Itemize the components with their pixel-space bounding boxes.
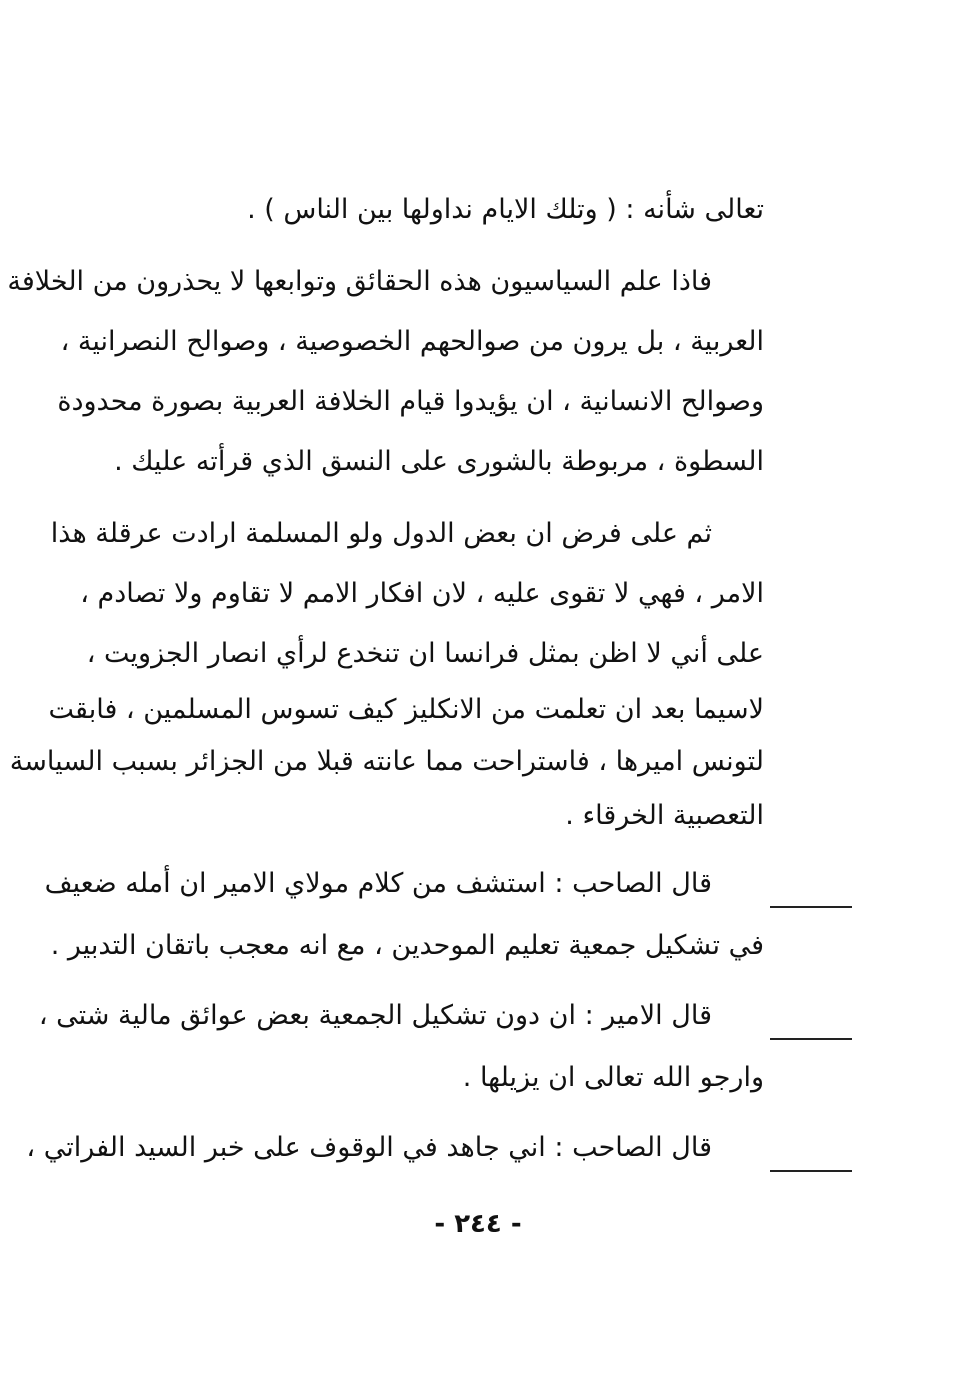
text-line: وصوالح الانسانية ، ان يؤيدوا قيام الخلافة العربية بصورة محدودة — [57, 386, 764, 417]
dialogue-line — [44, 864, 764, 908]
dialogue-text: استشف من كلام مولاي الامير ان أمله ضعيف — [44, 868, 546, 899]
dialogue-line — [26, 1128, 764, 1172]
text-line: في تشكيل جمعية تعليم الموحدين ، مع انه معجب باتقان التدبير . — [50, 930, 764, 961]
dialogue-text: ان دون تشكيل الجمعية بعض عوائق مالية شتى ، — [38, 1000, 576, 1031]
dialogue-line — [38, 996, 764, 1040]
text-line: فاذا علم السياسيون هذه الحقائق وتوابعها لا يحذرون من الخلافة — [7, 266, 712, 297]
speaker-label: قال الصاحب : — [554, 868, 712, 899]
page-number: - ٢٤٤ - — [434, 1209, 522, 1239]
text-line: لاسيما بعد ان تعلمت من الانكليز كيف تسوس المسلمين ، فابقت — [48, 694, 764, 725]
speaker-label: قال الامير : — [584, 1000, 712, 1031]
speaker-underline — [770, 906, 852, 908]
text-line: وارجو الله تعالى ان يزيلها . — [462, 1062, 764, 1093]
text-line: ثم على فرض ان بعض الدول ولو المسلمة ارادت عرقلة هذا — [50, 518, 712, 549]
text-line: الامر ، فهي لا تقوى عليه ، لان افكار الامم لا تقاوم ولا تصادم ، — [80, 578, 764, 609]
dialogue-text: اني جاهد في الوقوف على خبر السيد الفراتي ، — [26, 1132, 546, 1163]
speaker-underline — [770, 1038, 852, 1040]
text-line: تعالى شأنه : ( وتلك الايام نداولها بين الناس ) . — [247, 194, 764, 225]
text-line: التعصبية الخرقاء . — [565, 800, 764, 831]
speaker-underline — [770, 1170, 852, 1172]
text-line: لتونس اميرها ، فاستراحت مما عانته قبلا من الجزائر بسبب السياسة — [9, 746, 764, 777]
text-line: السطوة ، مربوطة بالشورى على النسق الذي قرأته عليك . — [114, 446, 764, 477]
text-line: على أني لا اظن بمثل فرانسا ان تنخدع لرأي انصار الجزويت ، — [86, 638, 764, 669]
text-line: العربية ، بل يرون من صوالحهم الخصوصية ، وصوالح النصرانية ، — [60, 326, 764, 357]
speaker-label: قال الصاحب : — [554, 1132, 712, 1163]
